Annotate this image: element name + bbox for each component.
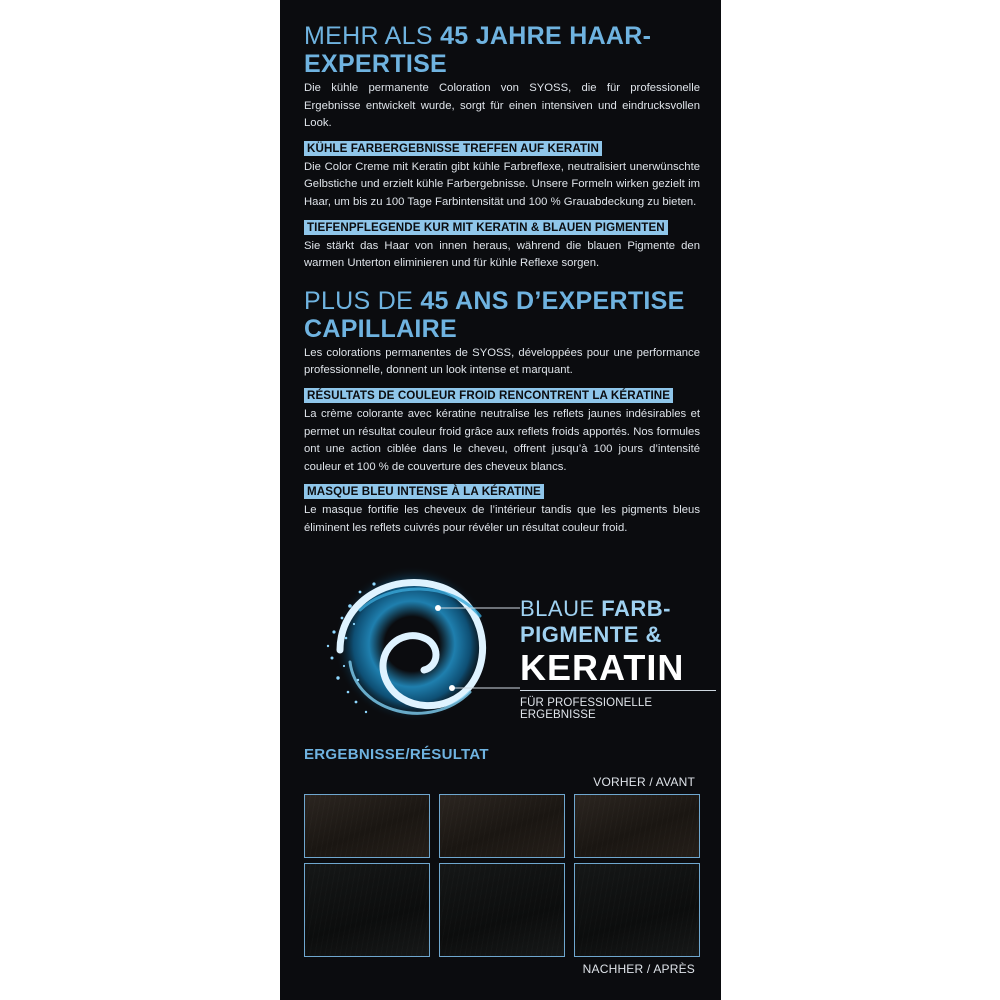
subheading-german-1: KÜHLE FARBERGEBNISSE TREFFEN AUF KERATIN (304, 141, 602, 156)
subheading-german-2: TIEFENPFLEGENDE KUR MIT KERATIN & BLAUEN PIGMENTEN (304, 220, 668, 235)
heading-french-bold-2: CAPILLAIRE (304, 314, 457, 343)
badge-divider (520, 690, 716, 691)
pigment-keratin-badge (320, 562, 720, 732)
subheading-french-1: RÉSULTATS DE COULEUR FROID RENCONTRENT LA KÉRATINE (304, 388, 673, 403)
results-title: ERGEBNISSE/RÉSULTAT (304, 746, 489, 763)
swirl-icon (320, 562, 530, 732)
heading-french (304, 287, 700, 343)
swatch-after-2 (439, 863, 565, 957)
subheading-french-2: MASQUE BLEU INTENSE À LA KÉRATINE (304, 484, 544, 499)
swatch-after-3 (574, 863, 700, 957)
text-french-1: La crème colorante avec kératine neutralise les reflets jaunes indésirables et permet un résultat couleur froid grâce aux reflets froids apportés. Nos formules ont une action ciblée dans le cheveu, offrent jusqu’à 100 jours d’intensité couleur et 100 % de couverture des cheveux blancs. (304, 407, 700, 473)
heading-german-light: MEHR ALS (304, 22, 441, 50)
after-label: NACHHER / APRÈS (582, 962, 695, 976)
product-panel (280, 0, 721, 1000)
text-german-2: Sie stärkt das Haar von innen heraus, während die blauen Pigmente den warmen Unterton eliminieren und für kühle Reflexe sorgen. (304, 239, 700, 270)
heading-german-bold-2: EXPERTISE (304, 50, 448, 78)
heading-french-light: PLUS DE (304, 286, 421, 315)
badge-tagline: FÜR PROFESSIONELLE ERGEBNISSE (520, 697, 653, 721)
badge-line-2: PIGMENTE & (520, 622, 662, 647)
intro-french: Les colorations permanentes de SYOSS, développées pour une performance professionnelle, donnent un look intense et marquant. (304, 346, 700, 377)
text-french-2: Le masque fortifie les cheveux de l’intérieur tandis que les pigments bleus éliminent les reflets cuivrés pour révéler un résultat couleur froid. (304, 504, 700, 534)
badge-line-1: BLAUE FARB- (520, 596, 671, 621)
badge-keratin: KERATIN (520, 647, 685, 688)
swatch-before-3 (574, 794, 700, 858)
text-content (304, 22, 700, 538)
badge-text (520, 596, 720, 721)
heading-german (304, 22, 700, 78)
hair-swatches (304, 794, 700, 957)
swatch-before-1 (304, 794, 430, 858)
swatch-before-2 (439, 794, 565, 858)
before-label: VORHER / AVANT (593, 775, 695, 789)
text-german-1: Die Color Creme mit Keratin gibt kühle Farbreflexe, neutralisiert unerwünschte Gelbstiche und erzielt kühle Farbergebnisse. Unsere Formeln wirken gezielt im Haar, um bis zu 100 Tage Farbintensität und 100 % Grauabdeckung zu bieten. (304, 160, 700, 208)
swatch-after-1 (304, 863, 430, 957)
heading-german-bold: 45 JAHRE HAAR- (440, 22, 652, 50)
heading-french-bold: 45 ANS D’EXPERTISE (420, 286, 685, 315)
intro-german: Die kühle permanente Coloration von SYOSS, die für professionelle Ergebnisse entwickelt wurde, sorgt für einen intensiven und eindrucksvollen Look. (304, 82, 700, 130)
